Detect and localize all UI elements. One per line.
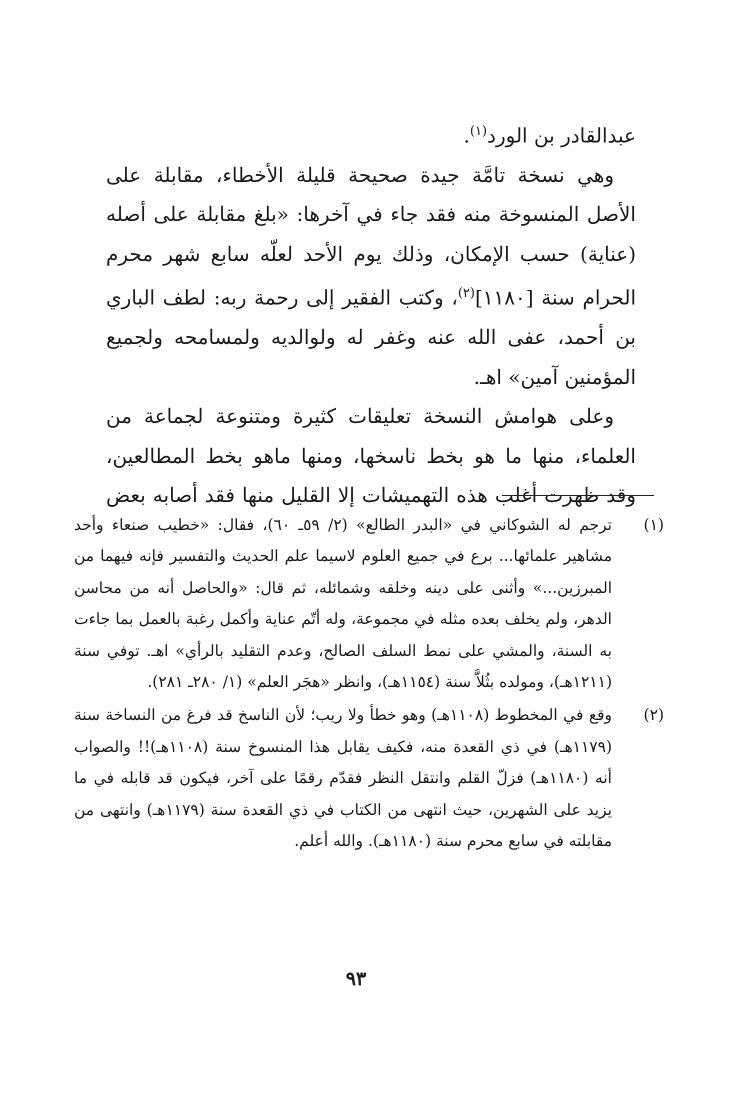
page-number: ٩٣ <box>345 968 367 990</box>
paragraph-3: وعلى هوامش النسخة تعليقات كثيرة ومتنوعة لجماعة من العلماء، منها ما هو بخط ناسخها، ومنها ماهو بخط المطالعين، وقد ظهرت أغلب هذه التهميشات إلا القليل منها فقد أصابه بعض <box>106 404 636 507</box>
footnote-1-text: ترجم له الشوكاني في «البدر الطالع» (٢/ ٥٩ـ ٦٠)، فقال: «خطيب صنعاء وأحد مشاهير علمائها... برع في جميع العلوم لاسيما علم الحديث والتفسير فإنه فيهما من المبرزين...» وأثنى على دينه وخلقه وشمائله، ثم قال: «والحاصل أنه من محاسن الدهر، ولم يخلف بعده مثله في مجموعة، وله أتّم عناية وأكمل رغبة بالعمل بما جاءت به السنة، والمشي على نمط السلف الصالح، وعدم التقليد بالرأي» اهـ. توفي سنة (١٢١١هـ)، ومولده بثُلاَّ سنة (١١٥٤هـ)، وانظر «هجَر العلم» (١/ ٢٨٠ـ ٢٨١). <box>74 516 613 692</box>
footnote-1 <box>74 510 664 698</box>
paragraph-2-text: وهي نسخة تامَّة جيدة صحيحة قليلة الأخطاء، مقابلة على الأصل المنسوخة منه فقد جاء في آخرها: «بلغ مقابلة على أصله (عناية) حسب الإمكان، وذلك يوم الأحد لعلّه سابع شهر محرم الحرام سنة [١١٨٠] <box>106 163 636 310</box>
paragraph-1-text: عبدالقادر بن الورد <box>487 123 636 148</box>
paragraph-1-end: . <box>463 123 470 148</box>
footnote-1-marker: (١) <box>643 516 664 534</box>
footnote-ref-1: (١) <box>469 124 488 139</box>
footnote-ref-2: (٢) <box>457 286 475 302</box>
footnotes-section <box>74 510 664 857</box>
paragraph-2 <box>106 156 636 397</box>
main-text-block <box>106 112 636 515</box>
footnote-2-text: وقع في المخطوط (١١٠٨هـ) وهو خطأ ولا ريب؛ لأن الناسخ قد فرغ من النساخة سنة (١١٧٩هـ) في ذي القعدة منه، فكيف يقابل هذا المنسوخ سنة (١١٠٨هـ)!! والصواب أنه (١١٨٠هـ) فزلّ القلم وانتقل النظر فقدّم رقمًا على آخر، فيكون قد قابله في ما يزيد على الشهرين، حيث انتهى من الكتاب في ذي القعدة سنة (١١٧٩هـ) وانتهى من مقابلته في سابع محرم سنة (١١٨٠هـ). والله أعلم. <box>74 706 613 851</box>
footnote-divider <box>502 495 654 496</box>
footnote-2 <box>74 700 664 857</box>
paragraph-2-rest: ، وكتب الفقير إلى رحمة ربه: لطف الباري بن أحمد، عفى الله عنه وغفر له ولوالديه ولمسامحه ولجميع المؤمنين آمين» اهـ. <box>106 285 636 389</box>
paragraph-1 <box>106 112 636 156</box>
footnote-2-marker: (٢) <box>643 706 664 725</box>
